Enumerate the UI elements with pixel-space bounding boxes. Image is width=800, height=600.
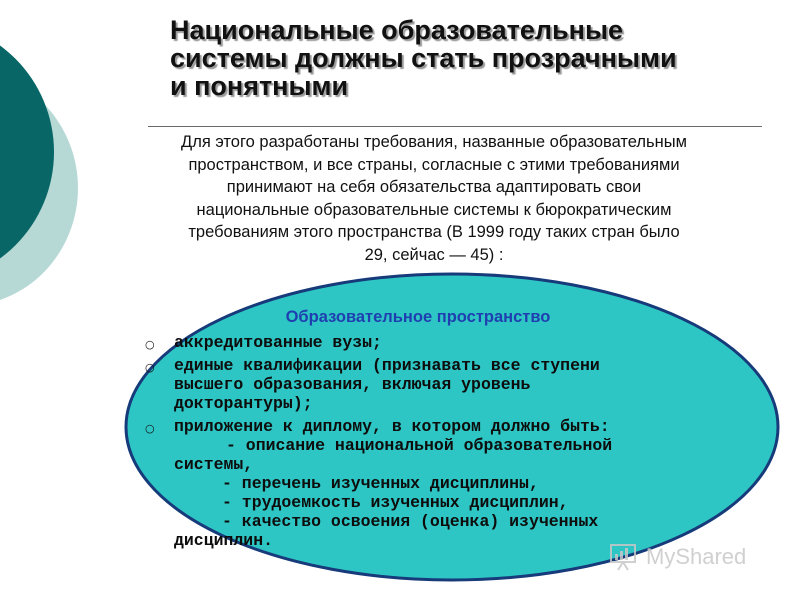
watermark bbox=[608, 541, 746, 573]
list-item-text: приложение к диплому, в котором должно быть: bbox=[174, 417, 610, 436]
intro-line: требованиям этого пространства (В 1999 году таких стран было bbox=[188, 223, 680, 241]
intro-line: национальные образовательные системы к бюрократическим bbox=[196, 200, 672, 219]
sub-item-text: - перечень изученных дисциплины, bbox=[222, 474, 539, 493]
intro-line: Для этого разработаны требования, названные образовательным bbox=[181, 133, 687, 151]
space-title: Образовательное пространство bbox=[285, 308, 551, 326]
sub-item-text: дисциплин. bbox=[174, 531, 274, 550]
list-item bbox=[142, 333, 762, 352]
circle-bullet-icon: ○ bbox=[145, 422, 155, 435]
sub-item-text: системы, bbox=[174, 455, 254, 474]
list-item-text: аккредитованные вузы; bbox=[174, 333, 382, 352]
list-item-text: докторантуры); bbox=[174, 394, 313, 413]
list-item bbox=[142, 417, 762, 550]
circle-bullet-icon: ○ bbox=[145, 361, 155, 374]
intro-line: принимают на себя обязательства адаптировать свои bbox=[226, 178, 642, 196]
title-line: и понятными bbox=[170, 71, 349, 101]
sub-item-text: - качество освоения (оценка) изученных bbox=[222, 512, 599, 531]
intro-line: 29, сейчас — 45) : bbox=[364, 245, 504, 264]
intro-line: пространством, и все страны, согласные с этими требованиями bbox=[188, 155, 680, 174]
title-line: системы должны стать прозрачными bbox=[170, 43, 677, 73]
list-item bbox=[142, 356, 762, 413]
list-item-text: высшего образования, включая уровень bbox=[174, 375, 531, 394]
circle-bullet-icon: ○ bbox=[145, 338, 155, 351]
sub-item-text: - описание национальной образовательной bbox=[226, 436, 613, 455]
space-requirements-list bbox=[142, 333, 762, 554]
title-line: Национальные образовательные bbox=[170, 15, 624, 45]
presentation-board-icon bbox=[608, 542, 642, 572]
watermark-text: MyShared bbox=[646, 544, 747, 569]
list-item-text: единые квалификации (признавать все ступени bbox=[174, 356, 600, 375]
sub-item-text: - трудоемкость изученных дисциплин, bbox=[222, 493, 569, 512]
